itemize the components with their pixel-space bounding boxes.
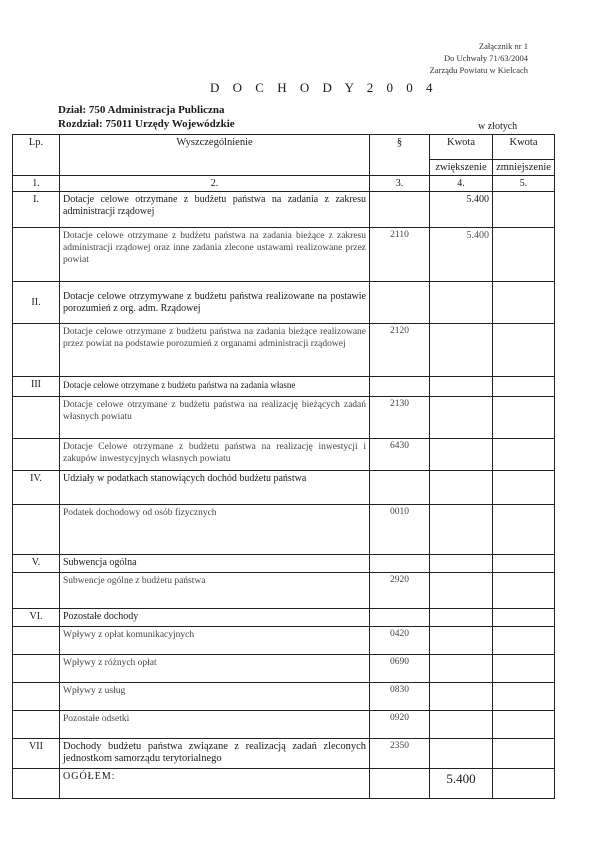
rozdzial-label: Rozdział: 75011 Urzędy Wojewódzkie bbox=[58, 118, 235, 130]
total-label: OGÓŁEM: bbox=[60, 769, 370, 799]
header-kwota-decrease: Kwota bbox=[493, 135, 555, 160]
row-lp: VI. bbox=[13, 609, 60, 627]
row-decrease bbox=[493, 228, 555, 282]
currency-note: w złotych bbox=[478, 121, 518, 132]
row-increase bbox=[430, 555, 493, 573]
row-text: Wpływy z różnych opłat bbox=[60, 655, 370, 683]
total-lp bbox=[13, 769, 60, 799]
header-kwota-increase: Kwota bbox=[430, 135, 493, 160]
row-increase bbox=[430, 377, 493, 397]
row-decrease bbox=[493, 683, 555, 711]
col-number: 2. bbox=[60, 176, 370, 192]
row-lp bbox=[13, 228, 60, 282]
row-lp bbox=[13, 439, 60, 471]
col-number: 4. bbox=[430, 176, 493, 192]
row-decrease bbox=[493, 471, 555, 505]
row-paragraph: 2920 bbox=[370, 573, 430, 609]
row-lp: VII bbox=[13, 739, 60, 769]
row-paragraph: 0420 bbox=[370, 627, 430, 655]
row-lp bbox=[13, 324, 60, 377]
annex-line-2: Do Uchwały 71/63/2004 bbox=[443, 53, 528, 63]
table-row bbox=[13, 655, 555, 683]
row-increase: 5.400 bbox=[430, 192, 493, 228]
table-row bbox=[13, 192, 555, 228]
row-text: Dochody budżetu państwa związane z realizacją zadań zleconych jednostkom samorządu terytorialnego bbox=[60, 739, 370, 769]
row-decrease bbox=[493, 192, 555, 228]
row-decrease bbox=[493, 439, 555, 471]
row-text: Dotacje celowe otrzymane z budżetu państwa na zadania bieżące z zakresu administracji rządowej oraz inne zadania zlecone ustawami realizowane przez powiat bbox=[60, 228, 370, 282]
row-decrease bbox=[493, 609, 555, 627]
row-decrease bbox=[493, 627, 555, 655]
row-increase bbox=[430, 739, 493, 769]
row-increase bbox=[430, 655, 493, 683]
row-text: Dotacje celowe otrzymywane z budżetu państwa realizowane na postawie porozumień z org. adm. Rządowej bbox=[60, 282, 370, 324]
row-text: Podatek dochodowy od osób fizycznych bbox=[60, 505, 370, 555]
classification bbox=[58, 103, 235, 131]
row-lp bbox=[13, 655, 60, 683]
row-text: Dotacje celowe otrzymane z budżetu państwa na zadania bieżące realizowane przez powiat na podstawie porozumień z organami administracji rządowej bbox=[60, 324, 370, 377]
header-paragraph: § bbox=[370, 135, 430, 176]
col-number: 1. bbox=[13, 176, 60, 192]
row-increase bbox=[430, 711, 493, 739]
annex-line-3: Zarządu Powiatu w Kielcach bbox=[429, 65, 528, 75]
row-paragraph bbox=[370, 377, 430, 397]
header-decrease: zmniejszenie bbox=[493, 160, 555, 176]
table-row bbox=[13, 683, 555, 711]
total-row bbox=[13, 769, 555, 799]
table-row bbox=[13, 439, 555, 471]
row-increase bbox=[430, 627, 493, 655]
row-increase: 5.400 bbox=[430, 228, 493, 282]
row-lp bbox=[13, 627, 60, 655]
row-text: Wpływy z opłat komunikacyjnych bbox=[60, 627, 370, 655]
row-paragraph: 2130 bbox=[370, 397, 430, 439]
table-row bbox=[13, 377, 555, 397]
table-row bbox=[13, 555, 555, 573]
row-paragraph: 2120 bbox=[370, 324, 430, 377]
row-text: Dotacje Celowe otrzymane z budżetu państwa na realizację inwestycji i zakupów inwestycyjnych własnych powiatu bbox=[60, 439, 370, 471]
table-row bbox=[13, 627, 555, 655]
row-lp: V. bbox=[13, 555, 60, 573]
header-increase: zwiększenie bbox=[430, 160, 493, 176]
row-decrease bbox=[493, 711, 555, 739]
row-increase bbox=[430, 505, 493, 555]
row-decrease bbox=[493, 282, 555, 324]
dzial-label: Dział: 750 Administracja Publiczna bbox=[58, 104, 225, 116]
header-description: Wyszczególnienie bbox=[60, 135, 370, 176]
table-row bbox=[13, 397, 555, 439]
row-text: Subwencje ogólne z budżetu państwa bbox=[60, 573, 370, 609]
row-decrease bbox=[493, 573, 555, 609]
table-row bbox=[13, 282, 555, 324]
table-row bbox=[13, 471, 555, 505]
row-paragraph bbox=[370, 192, 430, 228]
row-lp: IV. bbox=[13, 471, 60, 505]
row-paragraph: 0920 bbox=[370, 711, 430, 739]
table-row bbox=[13, 505, 555, 555]
row-text: Pozostałe dochody bbox=[60, 609, 370, 627]
row-lp bbox=[13, 573, 60, 609]
row-lp: II. bbox=[13, 282, 60, 324]
row-text: Dotacje celowe otrzymane z budżetu państwa na zadania własne bbox=[60, 377, 370, 397]
row-lp: I. bbox=[13, 192, 60, 228]
row-paragraph: 2350 bbox=[370, 739, 430, 769]
row-increase bbox=[430, 609, 493, 627]
row-lp bbox=[13, 683, 60, 711]
row-decrease bbox=[493, 655, 555, 683]
row-increase bbox=[430, 282, 493, 324]
row-decrease bbox=[493, 555, 555, 573]
row-decrease bbox=[493, 377, 555, 397]
row-paragraph: 0830 bbox=[370, 683, 430, 711]
row-text: Subwencja ogólna bbox=[60, 555, 370, 573]
row-lp bbox=[13, 505, 60, 555]
total-decrease bbox=[493, 769, 555, 799]
row-lp bbox=[13, 397, 60, 439]
row-decrease bbox=[493, 397, 555, 439]
row-text: Wpływy z usług bbox=[60, 683, 370, 711]
row-paragraph bbox=[370, 555, 430, 573]
annex-note bbox=[430, 40, 528, 76]
row-increase bbox=[430, 324, 493, 377]
table-row bbox=[13, 711, 555, 739]
row-text: Udziały w podatkach stanowiących dochód budżetu państwa bbox=[60, 471, 370, 505]
col-number: 5. bbox=[493, 176, 555, 192]
annex-line-1: Załącznik nr 1 bbox=[478, 41, 528, 51]
row-paragraph bbox=[370, 609, 430, 627]
row-paragraph: 6430 bbox=[370, 439, 430, 471]
row-paragraph: 0010 bbox=[370, 505, 430, 555]
row-increase bbox=[430, 683, 493, 711]
table-row bbox=[13, 573, 555, 609]
table-row bbox=[13, 739, 555, 769]
total-increase: 5.400 bbox=[430, 769, 493, 799]
table-row bbox=[13, 324, 555, 377]
row-text: Pozostałe odsetki bbox=[60, 711, 370, 739]
row-increase bbox=[430, 397, 493, 439]
table-row bbox=[13, 228, 555, 282]
row-decrease bbox=[493, 324, 555, 377]
col-number: 3. bbox=[370, 176, 430, 192]
row-text: Dotacje celowe otrzymane z budżetu państwa na zadania z zakresu administracji rządowej bbox=[60, 192, 370, 228]
budget-table bbox=[12, 134, 555, 799]
row-lp bbox=[13, 711, 60, 739]
row-paragraph bbox=[370, 471, 430, 505]
table-row bbox=[13, 609, 555, 627]
row-text: Dotacje celowe otrzymane z budżetu państwa na realizację bieżących zadań własnych powiatu bbox=[60, 397, 370, 439]
row-decrease bbox=[493, 505, 555, 555]
total-paragraph bbox=[370, 769, 430, 799]
row-paragraph: 0690 bbox=[370, 655, 430, 683]
row-lp: III bbox=[13, 377, 60, 397]
row-increase bbox=[430, 439, 493, 471]
row-increase bbox=[430, 573, 493, 609]
row-decrease bbox=[493, 739, 555, 769]
row-paragraph bbox=[370, 282, 430, 324]
row-increase bbox=[430, 471, 493, 505]
row-paragraph: 2110 bbox=[370, 228, 430, 282]
header-lp: Lp. bbox=[13, 135, 60, 176]
document-title: D O C H O D Y 2 0 0 4 bbox=[210, 80, 438, 95]
